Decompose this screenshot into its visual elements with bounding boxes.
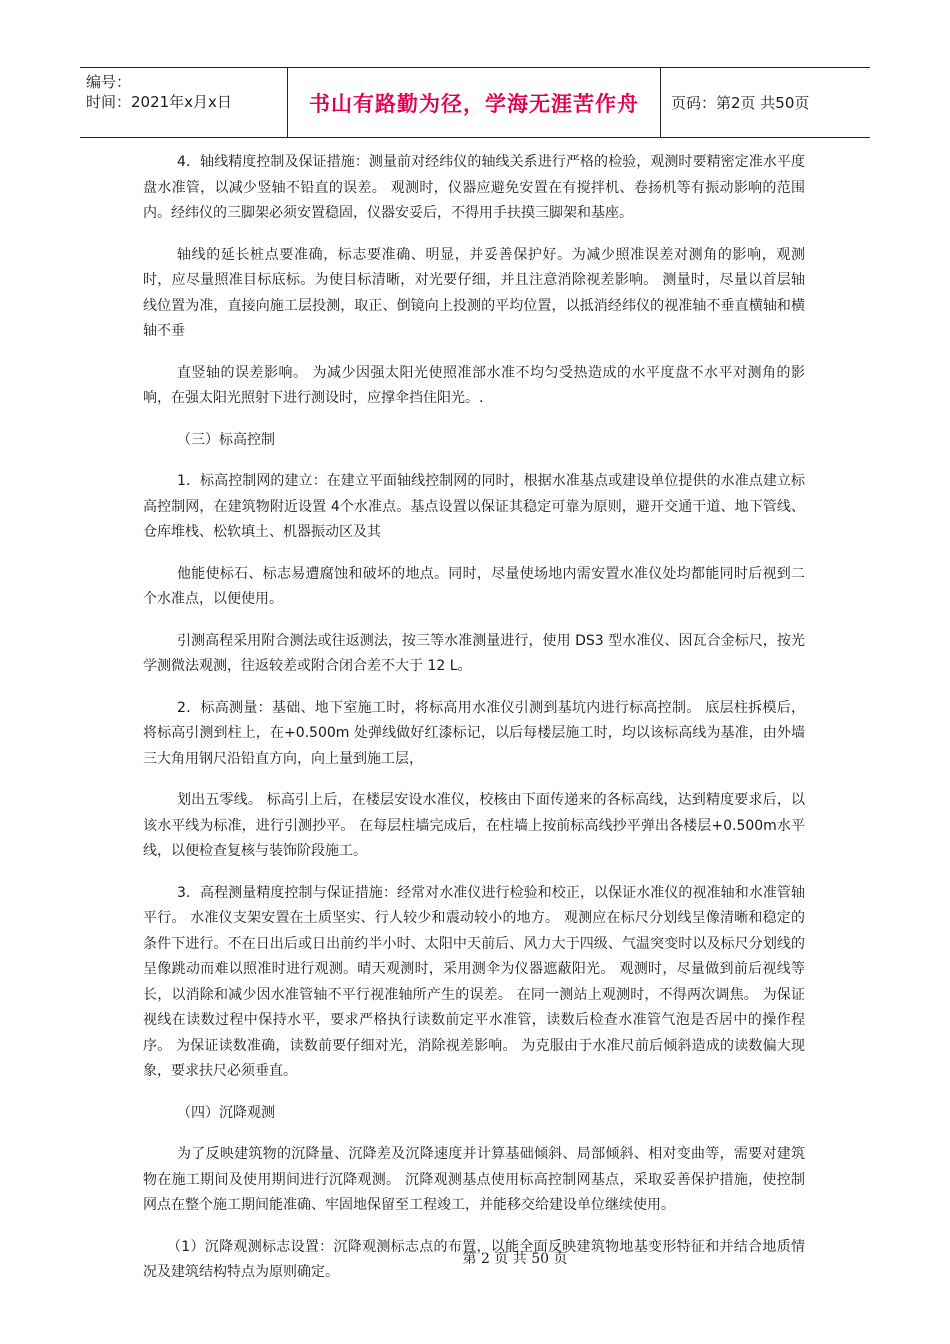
header-meta — [80, 68, 288, 137]
paragraph: 直竖轴的误差影响。 为减少因强太阳光使照准部水准不均匀受热造成的水平度盘不水平对测角的影响，在强太阳光照射下进行测设时，应撑伞挡住阳光。. — [143, 364, 805, 406]
paragraph: 为了反映建筑物的沉降量、沉降差及沉降速度并计算基础倾斜、局部倾斜、相对变曲等，需要对建筑物在施工期间及使用期间进行沉降观测。 沉降观测基点使用标高控制网基点，采取妥善保护措施，使控制网点在整个施工期间能准确、牢固地保留至工程竣工，并能移交给建设单位继续使用。 — [143, 1146, 805, 1213]
header-table — [80, 67, 870, 138]
paragraph: 2．标高测量：基础、地下室施工时，将标高用水准仪引测到基坑内进行标高控制。 底层柱拆模后，将标高引测到柱上，在+0.500m 处弹线做好红漆标记，以后每楼层施工时，均以该标高线为基准，由外墙三大角用钢尺沿铅直方向，向上量到施工层， — [143, 699, 805, 767]
paragraph: 1．标高控制网的建立：在建立平面轴线控制网的同时，根据水准基点或建设单位提供的水准点建立标高控制网，在建筑物附近设置 4个水准点。基点设置以保证其稳定可靠为原则，避开交通干道、地下管线、仓库堆栈、松软填土、机器振动区及其 — [143, 473, 805, 540]
document-body — [143, 150, 805, 1286]
paragraph: 4．轴线精度控制及保证措施：测量前对经纬仪的轴线关系进行严格的检验，观测时要精密定准水平度盘水准管，以减少竖轴不铅直的误差。 观测时，仪器应避免安置在有搅拌机、卷扬机等有振动影响的范围内。经纬仪的三脚架必须安置稳固，仪器安妥后，不得用手扶摸三脚架和基座。 — [143, 154, 805, 221]
header-motto-cell — [288, 68, 661, 137]
paragraph: 他能使标石、标志易遭腐蚀和破坏的地点。同时，尽量使场地内需安置水准仪处均都能同时后视到二个水准点，以便使用。 — [143, 565, 805, 607]
paragraph: 3．高程测量精度控制与保证措施：经常对水准仪进行检验和校正，以保证水准仪的视准轴和水准管轴平行。 水准仪支架安置在土质坚实、行人较少和震动较小的地方。 观测应在标尺分划线呈像清晰和稳定的条件下进行。不在日出后或日出前约半小时、太阳中天前后、风力大于四级、气温突变时以及标尺分划线的呈像跳动而难以照准时进行观测。晴天观测时，采用测伞为仪器遮蔽阳光。 观测时，尽量做到前后视线等长，以消除和减少因水准管轴不平行视准轴所产生的误差。 在同一测站上观测时，不得两次调焦。 为保证视线在读数过程中保持水平，要求严格执行读数前定平水准管，读数后检查水准管气泡是否居中的操作程序。 为保证读数准确，读数前要仔细对光，消除视差影响。 为克服由于水准尺前后倾斜造成的读数偏大现象，要求扶尺必须垂直。 — [143, 884, 805, 1079]
paragraph: 划出五零线。 标高引上后，在楼层安设水准仪，校核由下面传递来的各标高线，达到精度要求后，以该水平线为标准，进行引测抄平。 在每层柱墙完成后，在柱墙上按前标高线抄平弹出各楼层+0.500m水平线，以便检查复核与装饰阶段施工。 — [143, 792, 805, 859]
paragraph: 轴线的延长桩点要准确，标志要准确、明显，并妥善保护好。为减少照准误差对测角的影响，观测时，应尽量照准目标底标。为使目标清晰，对光要仔细，并且注意消除视差影响。 测量时，尽量以首层轴线位置为准，直接向施工层投测，取正、倒镜向上投测的平均位置，以抵消经纬仪的视准轴不垂直横轴和横轴不垂 — [143, 246, 805, 339]
page-footer — [0, 1248, 950, 1268]
header-page-info: 页码：第2页 共50页 — [671, 94, 810, 112]
number-label: 编号： — [86, 73, 132, 91]
motto: 书山有路勤为径，学海无涯苦作舟 — [309, 91, 639, 116]
paragraph: （1）沉降观测标志设置：沉降观测标志点的布置，以能全面反映建筑物地基变形特征和并结合地质情况及建筑结构特点为原则确定。 — [143, 1238, 805, 1280]
time-label: 时间：2021年x月x日 — [86, 93, 232, 111]
section-heading: （四）沉降观测 — [177, 1104, 275, 1121]
paragraph: 引测高程采用附合测法或往返测法，按三等水准测量进行，使用 DS3 型水准仪、因瓦合金标尺，按光学测微法观测，往返较差或附合闭合差不大于 12 L。 — [143, 632, 805, 674]
section-heading: （三）标高控制 — [177, 431, 275, 448]
footer-page-number: 第 2 页 共 50 页 — [462, 1251, 568, 1267]
